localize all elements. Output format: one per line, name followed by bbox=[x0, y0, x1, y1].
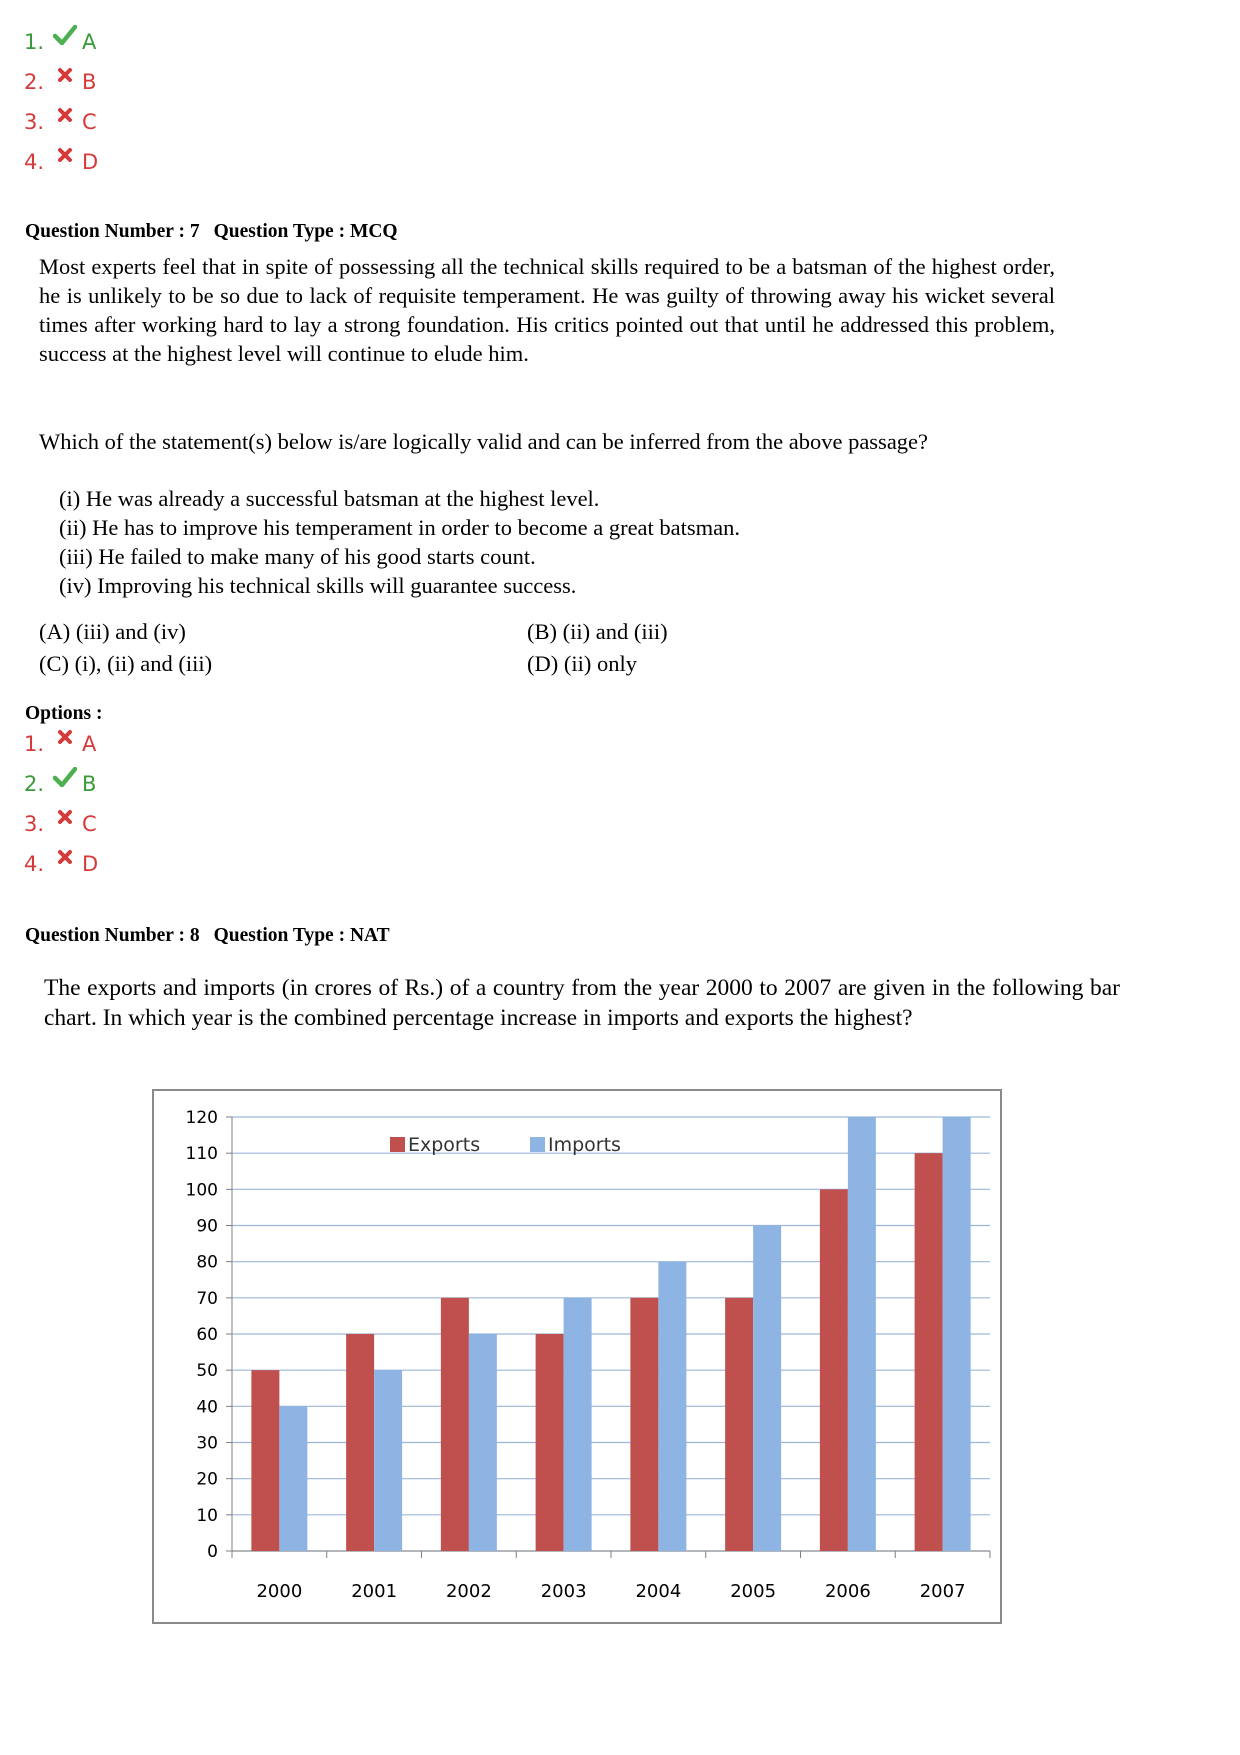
cross-icon bbox=[52, 67, 78, 83]
y-tick-label: 100 bbox=[185, 1180, 218, 1201]
imports-bar-2005 bbox=[753, 1226, 781, 1552]
statement-ii: (ii) He has to improve his temperament in order to become a great batsman. bbox=[59, 515, 741, 540]
imports-bar-2001 bbox=[374, 1370, 402, 1551]
q7-option-4 bbox=[24, 848, 98, 880]
legend-label-imports: Imports bbox=[548, 1134, 621, 1156]
option-letter: B bbox=[82, 70, 97, 94]
y-tick-label: 90 bbox=[196, 1216, 218, 1237]
y-tick-label: 60 bbox=[196, 1325, 218, 1345]
y-tick-label: 70 bbox=[196, 1288, 218, 1309]
question-8-header bbox=[25, 925, 404, 947]
y-tick-label: 30 bbox=[196, 1433, 218, 1454]
check-icon bbox=[52, 25, 78, 45]
imports-bar-2002 bbox=[469, 1334, 497, 1551]
y-tick-label: 120 bbox=[185, 1108, 218, 1128]
x-tick-label: 2005 bbox=[730, 1581, 777, 1602]
exports-bar-2001 bbox=[346, 1334, 374, 1551]
option-letter: D bbox=[82, 150, 99, 174]
option-number: 1. bbox=[24, 30, 45, 54]
cross-icon bbox=[52, 147, 78, 163]
question-7-prompt: Which of the statement(s) below is/are logically valid and can be inferred from the above passage? bbox=[39, 429, 929, 454]
exports-bar-2004 bbox=[630, 1298, 658, 1551]
cross-icon bbox=[52, 809, 78, 825]
question-number: Question Number : 7 bbox=[25, 221, 200, 242]
x-tick-label: 2007 bbox=[919, 1581, 966, 1602]
cross-icon bbox=[52, 729, 78, 745]
question-number: Question Number : 8 bbox=[25, 925, 200, 946]
option-letter: D bbox=[82, 852, 99, 876]
exports-bar-2006 bbox=[820, 1189, 848, 1551]
y-tick-label: 80 bbox=[196, 1252, 218, 1273]
y-tick-label: 40 bbox=[196, 1397, 218, 1418]
cross-icon bbox=[52, 849, 78, 865]
x-tick-label: 2004 bbox=[635, 1581, 682, 1602]
exports-bar-2005 bbox=[725, 1298, 753, 1551]
q7-option-1 bbox=[24, 728, 96, 760]
x-tick-label: 2002 bbox=[445, 1581, 492, 1602]
option-letter: C bbox=[82, 812, 97, 836]
q7-option-2 bbox=[24, 768, 96, 800]
x-tick-label: 2001 bbox=[351, 1581, 398, 1602]
statement-iv: (iv) Improving his technical skills will guarantee success. bbox=[59, 573, 577, 598]
question-type: Question Type : MCQ bbox=[213, 221, 398, 242]
question-7-statements bbox=[59, 484, 740, 600]
y-tick-label: 10 bbox=[196, 1505, 218, 1526]
exports-bar-2007 bbox=[915, 1153, 943, 1551]
option-letter: A bbox=[82, 732, 97, 756]
bar-chart bbox=[152, 1089, 1002, 1624]
exports-bar-2002 bbox=[441, 1298, 469, 1551]
imports-bar-2006 bbox=[848, 1117, 876, 1551]
options-label: Options : bbox=[25, 703, 103, 724]
statement-i: (i) He was already a successful batsman at the highest level. bbox=[59, 486, 600, 511]
bar-chart-svg bbox=[154, 1091, 1000, 1622]
option-number: 2. bbox=[24, 70, 45, 94]
option-number: 1. bbox=[24, 732, 45, 756]
y-tick-label: 50 bbox=[196, 1361, 218, 1382]
q7-option-3 bbox=[24, 808, 97, 840]
x-tick-label: 2006 bbox=[824, 1581, 871, 1602]
option-letter: B bbox=[82, 772, 97, 796]
y-tick-label: 20 bbox=[196, 1469, 218, 1490]
legend-swatch-imports bbox=[530, 1137, 545, 1152]
choice-c: (C) (i), (ii) and (iii) bbox=[39, 651, 213, 676]
question-8-prompt: The exports and imports (in crores of Rs.) of a country from the year 2000 to 2007 are given in the following bar chart. In which year is the combined percentage increase in imports and exports the highest? bbox=[44, 975, 1120, 1031]
x-tick-label: 2003 bbox=[540, 1581, 587, 1602]
imports-bar-2003 bbox=[564, 1298, 592, 1551]
question-type: Question Type : NAT bbox=[213, 925, 390, 946]
option-letter: A bbox=[82, 30, 97, 54]
prev-option-2 bbox=[24, 66, 96, 98]
imports-bar-2000 bbox=[279, 1406, 307, 1551]
choice-b: (B) (ii) and (iii) bbox=[527, 619, 668, 644]
y-tick-label: 0 bbox=[207, 1542, 218, 1562]
choice-d: (D) (ii) only bbox=[527, 651, 637, 676]
option-number: 4. bbox=[24, 852, 45, 876]
legend-label-exports: Exports bbox=[408, 1134, 481, 1156]
y-tick-label: 110 bbox=[185, 1144, 218, 1165]
option-letter: C bbox=[82, 110, 97, 134]
option-number: 3. bbox=[24, 110, 45, 134]
option-number: 3. bbox=[24, 812, 45, 836]
legend-swatch-exports bbox=[390, 1137, 405, 1152]
x-tick-label: 2000 bbox=[256, 1581, 303, 1602]
exports-bar-2000 bbox=[251, 1370, 279, 1551]
cross-icon bbox=[52, 107, 78, 123]
exports-bar-2003 bbox=[536, 1334, 564, 1551]
question-7-header bbox=[25, 221, 412, 243]
choice-a: (A) (iii) and (iv) bbox=[39, 619, 186, 644]
prev-option-1 bbox=[24, 26, 96, 58]
check-icon bbox=[52, 767, 78, 787]
prev-option-4 bbox=[24, 146, 98, 178]
option-number: 4. bbox=[24, 150, 45, 174]
statement-iii: (iii) He failed to make many of his good starts count. bbox=[59, 544, 536, 569]
option-number: 2. bbox=[24, 772, 45, 796]
imports-bar-2007 bbox=[943, 1117, 971, 1551]
prev-option-3 bbox=[24, 106, 97, 138]
imports-bar-2004 bbox=[658, 1262, 686, 1551]
question-7-passage: Most experts feel that in spite of possessing all the technical skills required to be a batsman of the highest order, he is unlikely to be so due to lack of requisite temperament. He was guilty of throwing away his wicket several times after working hard to lay a strong foundation. His critics pointed out that until he addressed this problem, success at the highest level will continue to elude him. bbox=[39, 254, 1055, 366]
